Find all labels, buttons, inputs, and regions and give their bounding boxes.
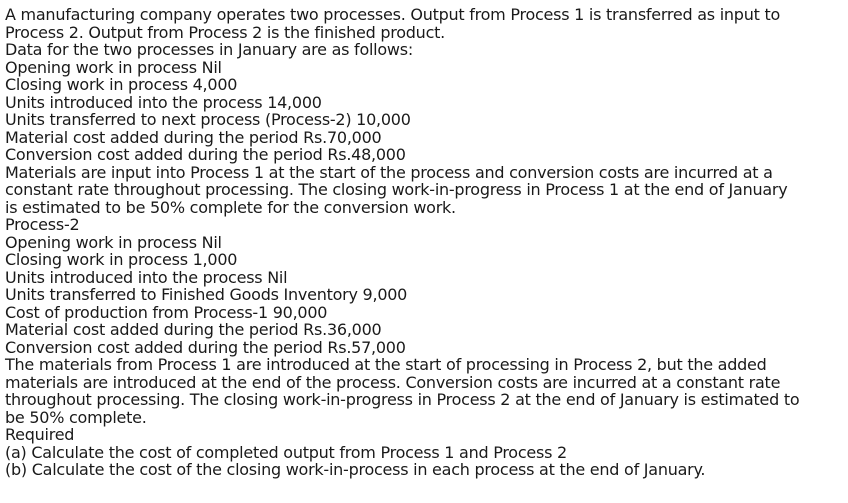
process1-line: Units transferred to next process (Process-2) 10,000	[5, 110, 411, 129]
process2-line: throughout processing. The closing work-in-progress in Process 2 at the end of January is estimated to	[5, 390, 800, 409]
process1-line: Conversion cost added during the period Rs.48,000	[5, 145, 406, 164]
process2-line: be 50% complete.	[5, 407, 147, 427]
process1-line: Units introduced into the process 14,000	[5, 92, 322, 112]
process1-line: Material cost added during the period Rs.70,000	[5, 127, 382, 147]
intro-line: Process 2. Output from Process 2 is the finished product.	[5, 22, 445, 42]
required-item: (a) Calculate the cost of completed output from Process 1 and Process 2	[5, 442, 567, 462]
process1-line: constant rate throughout processing. The closing work-in-progress in Process 1 at the end of January	[5, 180, 788, 199]
process1-line: is estimated to be 50% complete for the conversion work.	[5, 197, 456, 217]
process1-section	[5, 59, 848, 217]
intro-line: Data for the two processes in January are as follows:	[5, 40, 413, 59]
process1-line: Closing work in process 4,000	[5, 75, 238, 94]
process2-line: Conversion cost added during the period Rs.57,000	[5, 337, 406, 357]
process2-line: Opening work in process Nil	[5, 232, 222, 252]
process2-heading: Process-2	[5, 215, 80, 234]
process2-section	[5, 216, 848, 426]
process1-line: Opening work in process Nil	[5, 57, 222, 77]
required-item: (b) Calculate the cost of the closing work-in-process in each process at the end of January.	[5, 460, 706, 479]
process2-line: The materials from Process 1 are introduced at the start of processing in Process 2, but the added	[5, 355, 767, 374]
process1-line: Materials are input into Process 1 at the start of the process and conversion costs are incurred at a	[5, 162, 773, 182]
process2-line: Cost of production from Process-1 90,000	[5, 302, 328, 322]
intro-section	[5, 6, 848, 59]
process2-line: Material cost added during the period Rs.36,000	[5, 320, 382, 339]
required-heading: Required	[5, 425, 75, 444]
intro-line: A manufacturing company operates two processes. Output from Process 1 is transferred as input to	[5, 5, 781, 24]
process2-line: Closing work in process 1,000	[5, 250, 238, 269]
process2-line: materials are introduced at the end of the process. Conversion costs are incurred at a constant rate	[5, 372, 781, 392]
process2-line: Units introduced into the process Nil	[5, 267, 288, 287]
process2-line: Units transferred to Finished Goods Inventory 9,000	[5, 285, 408, 304]
required-section	[5, 426, 848, 479]
